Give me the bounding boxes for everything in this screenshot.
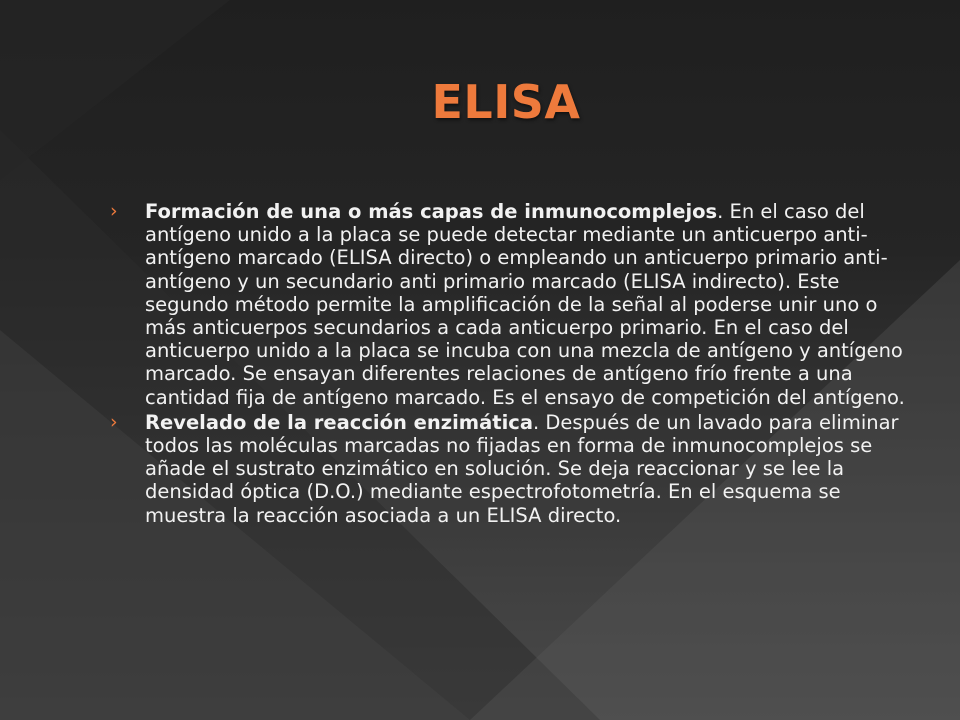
slide-title: ELISA	[431, 75, 581, 129]
bullet-item	[110, 200, 910, 409]
bullet-text: . Después de un lavado para eliminar todos las moléculas marcadas no fijadas en forma de inmunocomplejos se añade el sustrato enzimático en solución. Se deja reaccionar y se lee la densidad óptica (D.O.) mediante espectrofotometría. En el esquema se muestra la reacción asociada a un ELISA directo.	[145, 410, 899, 527]
bullet-marker-icon: ›	[110, 200, 118, 222]
bullet-heading: Formación de una o más capas de inmunocomplejos	[145, 200, 718, 223]
bullet-heading: Revelado de la reacción enzimática	[145, 410, 533, 434]
bullet-marker-icon: ›	[110, 410, 118, 433]
bullet-text: . En el caso del antígeno unido a la placa se puede detectar mediante un anticuerpo anti-antígeno marcado (ELISA directo) o empleando un anticuerpo primario anti-antígeno y un secundario anti primario marcado (ELISA indirecto). Este segundo método permite la amplificación de la señal al poderse unir uno o más anticuerpos secundarios a cada anticuerpo primario. En el caso del anticuerpo unido a la placa se incuba con una mezcla de antígeno y antígeno marcado. Se ensayan diferentes relaciones de antígeno frío frente a una cantidad fija de antígeno marcado. Es el ensayo de competición del antígeno.	[145, 200, 905, 409]
bullet-item	[110, 411, 910, 527]
bullet-list	[110, 200, 910, 529]
